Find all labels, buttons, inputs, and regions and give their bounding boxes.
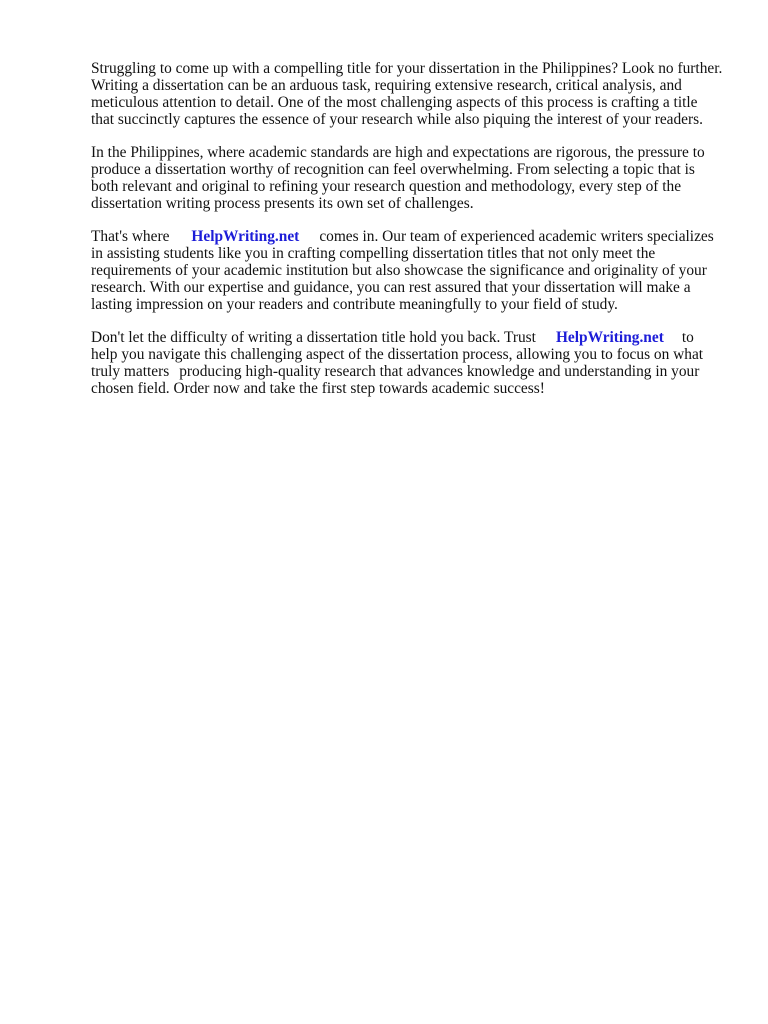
paragraph-intro: Struggling to come up with a compelling title for your dissertation in the Philippines? Look no further. Writing a dissertation can be an arduous task, requiring extensive research, critical analysis, and meticulous attention to detail. One of the most challenging aspects of this process is crafting a title that succinctly captures the essence of your research while also piquing the interest of your readers. (91, 60, 723, 128)
helpwriting-link[interactable]: HelpWriting.net (191, 228, 300, 245)
paragraph-text: Don't let the difficulty of writing a dissertation title hold you back. Trust (91, 329, 536, 346)
paragraph-helpwriting-offer (91, 228, 723, 313)
document-page (91, 60, 723, 413)
paragraph-philippines-context: In the Philippines, where academic standards are high and expectations are rigorous, the pressure to produce a dissertation worthy of recognition can feel overwhelming. From selecting a topic that is both relevant and original to refining your research question and methodology, every step of the dissertation writing process presents its own set of challenges. (91, 144, 705, 212)
paragraph-call-to-action (91, 329, 723, 397)
helpwriting-link[interactable]: HelpWriting.net (555, 329, 664, 346)
paragraph-text: That's where (91, 228, 170, 245)
paragraph-text: to help you navigate this challenging aspect of the dissertation process, allowing you to focus on what truly matters (91, 329, 704, 380)
paragraph-text: comes in. Our team of experienced academic writers specializes in assisting students like you in crafting compelling dissertation titles that not only meet the requirements of your academic institution but also showcase the significance and originality of your research. With our expertise and guidance, you can rest assured that your dissertation will make a lasting impression on your readers and contribute meaningfully to your field of study. (91, 228, 714, 313)
paragraph-text: producing high-quality research that advances knowledge and understanding in your chosen field. Order now and take the first step towards academic success! (91, 363, 700, 397)
